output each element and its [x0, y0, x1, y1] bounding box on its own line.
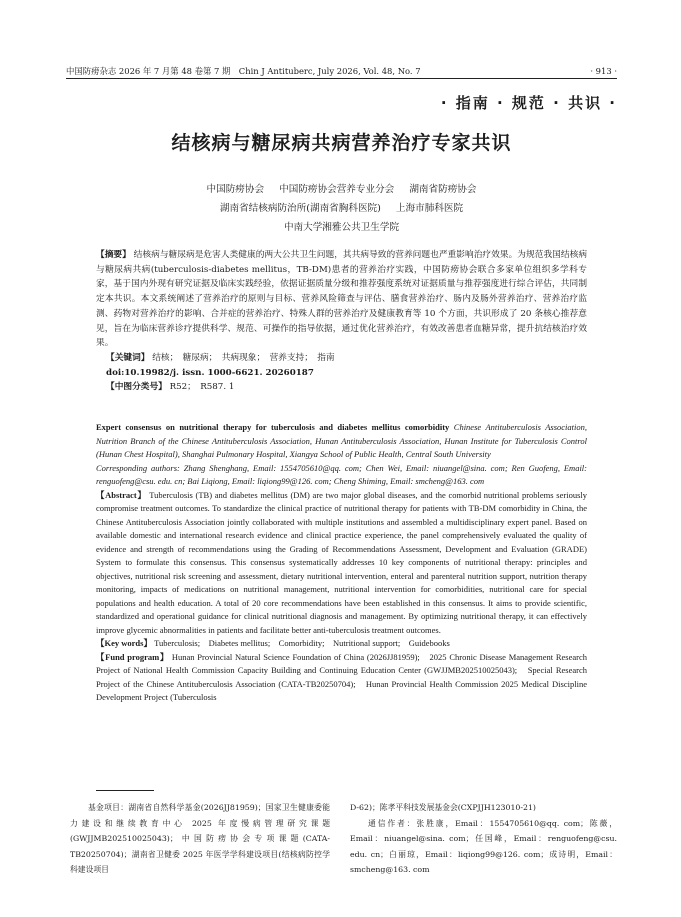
footnote-corresponding: 通信作者：张胜康，Email：1554705610@qq. com；陈薇，Email：niuangel@sina. com；任国峰，Email：renguofeng@csu. edu. cn；白丽琼，Email：liqiong99@126. com；成诗明，Email：smcheng@163. com: [350, 818, 617, 875]
english-keywords-text: Tuberculosis; Diabetes mellitus; Comorbidity; Nutritional support; Guidebooks: [154, 638, 450, 648]
author-org: 中南大学湘雅公共卫生学院: [283, 222, 400, 233]
author-org: 中国防痨协会: [206, 184, 265, 195]
english-affiliations: Chinese Antituberculosis Association, Nutrition Branch of the Chinese Antituberculosis Association, Hunan Antituberculosis Association, Hunan Institute for Tuberculosis Control (Hunan Chest Hospital), Shanghai Pulmonary Hospital, Xiangya School of Public Health, Central South University: [96, 422, 588, 459]
abstract-cn-text: 结核病与糖尿病是危害人类健康的两大公共卫生问题，其共病导致的营养问题也严重影响治疗效果。为规范我国结核病与糖尿病共病(tuberculosis-diabetes mellitus，TB-DM)患者的营养治疗实践，中国防痨协会联合多家单位组织多学科专家，基于国内外现有研究证据及临床实践经验，依据证据质量分级和推荐强度系统对证据质量与推荐强度进行综合评估，共同制定本共识。本文系统阐述了营养治疗的原则与目标、营养风险筛查与评估、膳食营养治疗、肠内及肠外营养治疗、营养治疗监测、药物对营养治疗的影响、合并症的营养治疗、特殊人群的营养治疗及健康教育等 10 个方面，共识形成了 20 条核心推荐意见，旨在为临床营养诊疗提供科学、规范、可操作的指导依据，通过优化营养治疗，有效改善患者血糖异常，提升抗结核治疗效果。: [96, 250, 588, 349]
author-org: 湖南省结核病防治所(湖南省胸科医院): [219, 203, 381, 214]
class-number: [96, 380, 587, 395]
english-title-paragraph: [96, 421, 587, 462]
author-line-2: [66, 199, 617, 218]
abstract-cn-label: 【摘要】: [96, 250, 131, 260]
doi-text[interactable]: doi:10.19982/j. issn. 1000-6621. 20260187: [106, 367, 314, 378]
corresponding-authors: Corresponding authors: Zhang Shenghang, Email: 1554705610@qq. com; Chen Wei, Email: niuangel@sina. com; Ren Guofeng, Email: renguofeng@csu. edu. cn; Bai Liqiong, Email: liqiong99@126. com; Cheng Shiming, Email: smcheng@163. com: [96, 462, 587, 486]
english-keywords: [96, 637, 587, 651]
abstract-cn-paragraph: [96, 248, 587, 351]
article-title: 结核病与糖尿病共病营养治疗专家共识: [171, 132, 512, 154]
section-tag: · 指南 · 规范 · 共识 ·: [440, 94, 617, 112]
author-line-3: [66, 218, 617, 237]
chinese-abstract: [96, 248, 587, 395]
footnote-funding-continued: D-62)；陈孝平科技发展基金会(CXPJJH123010-21): [350, 803, 536, 812]
english-keywords-label: 【Key words】: [96, 638, 152, 648]
doi-line: [96, 366, 587, 381]
author-org: 中国防痨协会营养专业分会: [279, 184, 395, 195]
class-number-text: R52； R587. 1: [169, 382, 235, 393]
fund-program-label: 【Fund program】: [96, 651, 170, 662]
keywords-cn-label: 【关键词】: [106, 352, 150, 363]
english-title: Expert consensus on nutritional therapy for tuberculosis and diabetes mellitus comorbidity: [96, 422, 450, 432]
footnote-funding: 基金项目：湖南省自然科学基金(2026JJ81959)；国家卫生健康委能力建设和继续教育中心 2025 年度慢病管理研究课题(GWJJMB202510025043)；中国防痨协会专项课题(CATA-TB20250704)；湖南省卫健委 2025 年医学学科建设项目(结核病防控学科建设项目: [70, 803, 330, 875]
fund-program-text: Hunan Provincial Natural Science Foundation of China (2026JJ81959); 2025 Chronic Disease Management Research Project of National Health Commission Capacity Building and Continuing Education Center (GWJJMB202510025043); Special Research Project of the Chinese Antituberculosis Association (CATA-TB20250704); Hunan Provincial Health Commission 2025 Medical Discipline Development Project (Tuberculosis: [96, 651, 587, 702]
page-number: · 913 ·: [590, 66, 617, 76]
author-org: 上海市肺科医院: [395, 203, 464, 214]
english-abstract-paragraph: [96, 489, 587, 638]
class-number-label: 【中图分类号】: [106, 382, 167, 393]
english-abstract-label: 【Abstract】: [96, 489, 147, 500]
keywords-cn-text: 结核； 糖尿病； 共病现象； 营养支持； 指南: [152, 352, 335, 363]
english-abstract-text: Tuberculosis (TB) and diabetes mellitus (DM) are two major global diseases, and the comorbid nutritional problems seriously compromise treatment outcomes. To standardize the clinical practice of nutritional therapy for patients with TB-DM comorbidity in China, the Chinese Antituberculosis Association jointly collaborated with multiple institutions and assembled a multidisciplinary expert panel. Based on available domestic and international research evidence and clinical practice experience, the panel comprehensively evaluated the quality of evidence and strength of recommendations using the Grading of Recommendations Assessment, Development and Evaluation (GRADE) System to formulate this consensus. This consensus systematically addresses 10 key components of nutritional therapy: principles and objectives, nutritional risk screening and assessment, dietary nutritional intervention, enteral and parenteral nutrition support, nutrition therapy monitoring, impacts of medications on nutritional management, nutritional intervention for comorbidities, nutritional care for special populations and health education. A total of 20 core recommendations have been established in this consensus. It aims to provide scientific, standardized and operational guidance for clinical nutritional diagnosis and management. By optimizing nutritional therapy, it can effectively improve glycemic abnormalities in patients and facilitate better anti-tuberculosis treatment outcomes.: [96, 489, 587, 635]
fund-program: [96, 651, 587, 705]
running-header: [66, 64, 617, 79]
journal-citation: 中国防痨杂志 2026 年 7 月第 48 卷第 7 期 Chin J Antituberc, July 2026, Vol. 48, No. 7: [66, 66, 421, 76]
english-abstract: [96, 421, 587, 705]
author-org: 湖南省防痨协会: [409, 184, 477, 195]
author-line-1: [66, 180, 617, 199]
keywords-cn: [96, 351, 587, 366]
author-block: [66, 180, 617, 237]
footnote-divider: [96, 790, 154, 791]
footnote-right-column: [350, 800, 617, 878]
